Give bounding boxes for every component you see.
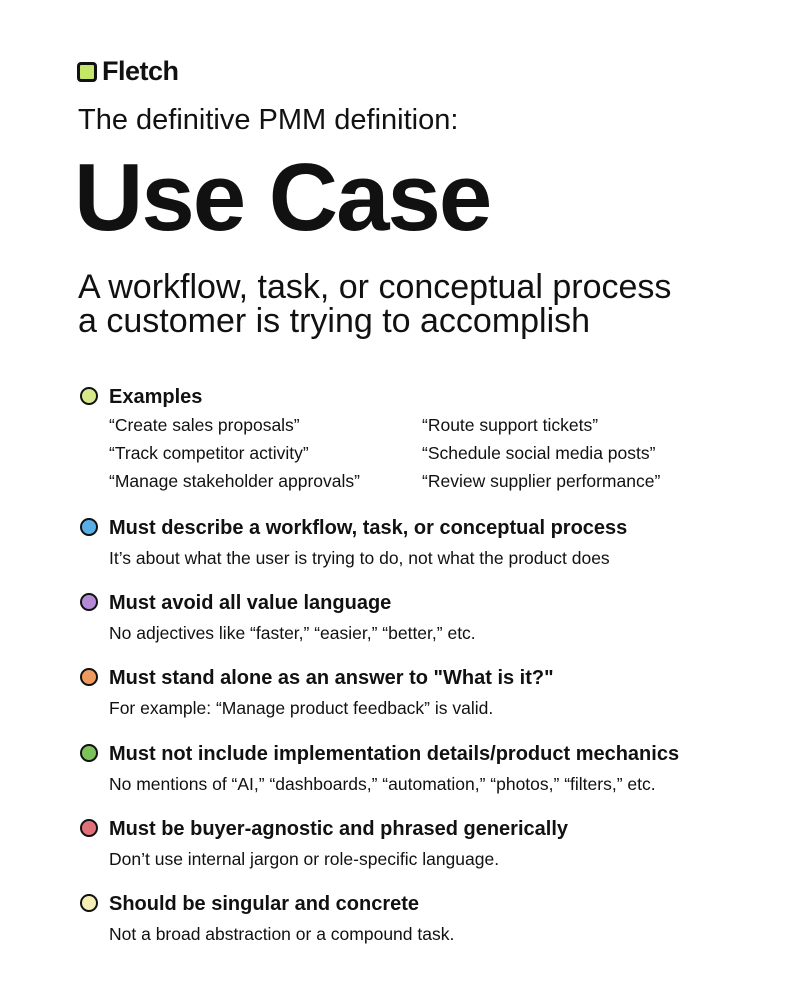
rule-workflow — [80, 515, 770, 569]
rule-description: No adjectives like “faster,” “easier,” “better,” etc. — [109, 623, 476, 643]
examples-section — [80, 384, 770, 492]
brand — [77, 56, 179, 87]
yellow-bullet-icon — [80, 894, 98, 912]
rule-title: Should be singular and concrete — [109, 893, 420, 915]
blue-bullet-icon — [80, 518, 98, 536]
orange-bullet-icon — [80, 668, 98, 686]
definition — [78, 270, 778, 338]
examples-title: Examples — [109, 386, 203, 408]
definition-line-1: A workflow, task, or conceptual process — [78, 268, 672, 306]
rule-title: Must be buyer-agnostic and phrased generically — [109, 818, 569, 840]
rule-singular — [80, 891, 770, 945]
example-item: “Create sales proposals” — [109, 415, 300, 435]
rule-description: It’s about what the user is trying to do, not what the product does — [109, 548, 610, 568]
example-item: “Review supplier performance” — [422, 471, 661, 491]
rule-description: No mentions of “AI,” “dashboards,” “automation,” “photos,” “filters,” etc. — [109, 774, 656, 794]
example-item: “Route support tickets” — [422, 415, 599, 435]
rule-stand-alone — [80, 665, 770, 719]
example-item: “Track competitor activity” — [109, 443, 309, 463]
rule-description: For example: “Manage product feedback” is valid. — [109, 698, 494, 718]
brand-name: Fletch — [102, 56, 179, 86]
rule-buyer-agnostic — [80, 816, 770, 870]
rule-title: Must stand alone as an answer to "What is it?" — [109, 667, 554, 689]
green-bullet-icon — [80, 744, 98, 762]
definition-line-2: a customer is trying to accomplish — [78, 302, 591, 340]
rule-title: Must avoid all value language — [109, 592, 392, 614]
page-title: Use Case — [74, 144, 491, 251]
examples-list — [109, 414, 770, 492]
example-item: “Schedule social media posts” — [422, 443, 656, 463]
rule-title: Must describe a workflow, task, or conceptual process — [109, 517, 628, 539]
rule-description: Not a broad abstraction or a compound task. — [109, 924, 455, 944]
purple-bullet-icon — [80, 593, 98, 611]
subtitle: The definitive PMM definition: — [78, 104, 459, 136]
example-item: “Manage stakeholder approvals” — [109, 471, 360, 491]
examples-bullet-icon — [80, 387, 98, 405]
rule-value-language — [80, 590, 770, 644]
red-bullet-icon — [80, 819, 98, 837]
rule-implementation — [80, 741, 770, 795]
rule-title: Must not include implementation details/product mechanics — [109, 743, 680, 765]
rule-description: Don’t use internal jargon or role-specific language. — [109, 849, 500, 869]
fletch-logo-icon — [77, 62, 97, 82]
